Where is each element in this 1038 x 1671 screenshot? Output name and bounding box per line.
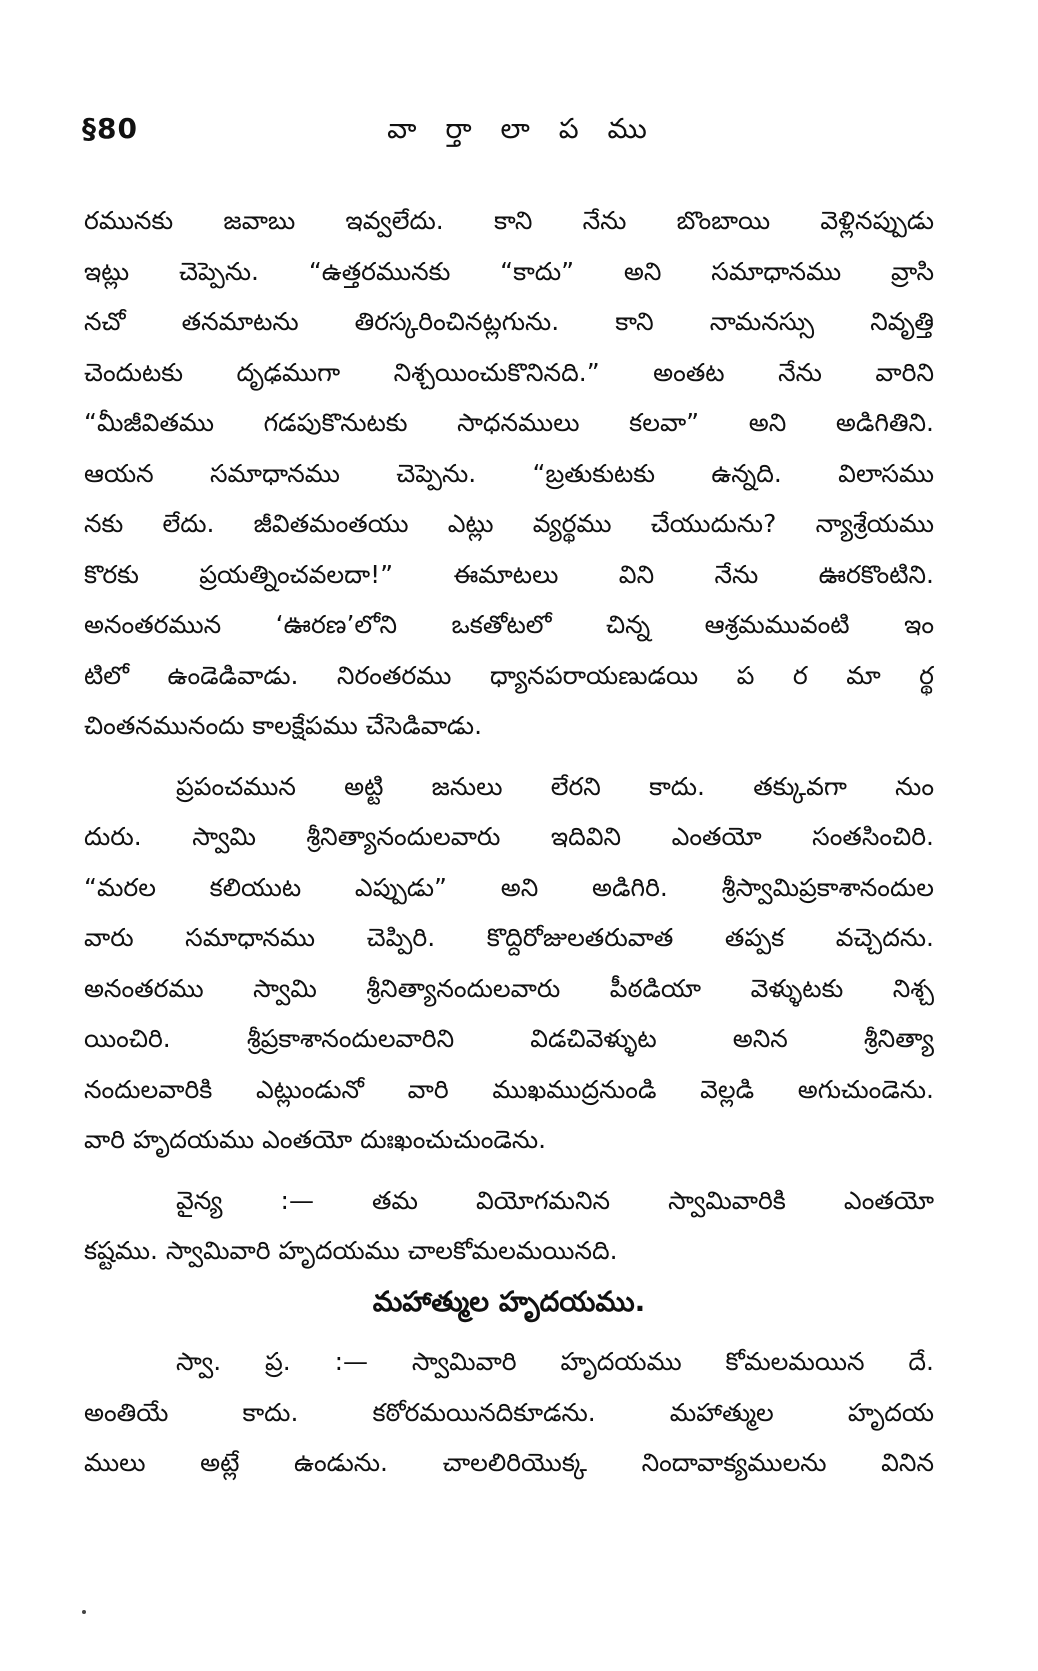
text-line: వారు సమాధానము చెప్పిరి. కొద్దిరోజులతరువాత తప్పక వచ్చెదను. [84, 923, 934, 952]
text-line: స్వా. ప్ర. :— స్వామివారి హృదయము కోమలమయిన దే. [176, 1347, 934, 1376]
text-line: యించిరి. శ్రీప్రకాశానందులవారిని విడచివెళ్ళుట అనిన శ్రీనిత్యా [84, 1024, 934, 1053]
paragraph-gap [84, 752, 934, 762]
text-line: అనంతరము స్వామి శ్రీనిత్యానందులవారు పీఠడియా వెళ్ళుటకు నిశ్చ [84, 973, 934, 1003]
section-heading-block [84, 1277, 934, 1328]
text-line: కొరకు ప్రయత్నించవలదా!” ఈమాటలు విని నేను ఊరకొంటిని. [84, 559, 934, 589]
text-line: “మీజీవితము గడపుకొనుటకు సాధనములు కలవా” అని అడిగితిని. [84, 408, 934, 437]
page-header [82, 112, 962, 162]
text-line: దురు. స్వామి శ్రీనిత్యానందులవారు ఇదివిని ఎంతయో సంతసించిరి. [84, 822, 934, 851]
text-line: వైన్య :— తమ వియోగమనిన స్వామివారికి ఎంతయో [176, 1185, 934, 1215]
text-line: కష్టము. స్వామివారి హృదయము చాలకోమలమయినది. [84, 1236, 618, 1265]
text-line: ఆయన సమాధానము చెప్పెను. “బ్రతుకుటకు ఉన్నది. విలాసము [84, 458, 934, 488]
paragraph-4 [84, 1337, 934, 1489]
page-number: §80 [82, 112, 138, 145]
text-line: నకు లేదు. జీవితమంతయు ఎట్లు వ్యర్థము చేయుదును? న్యాశ్రేయము [84, 509, 934, 538]
text-line: వారి హృదయము ఎంతయో దుఃఖంచుచుండెను. [84, 1125, 547, 1154]
text-line: ప్రపంచమున అట్టి జనులు లేరని కాదు. తక్కువగా నుం [176, 771, 934, 801]
paragraph-2 [84, 762, 934, 1166]
text-line: నందులవారికి ఎట్లుండునో వారి ముఖముద్రనుండి వెల్లడి అగుచుండెను. [84, 1074, 934, 1104]
running-title: వా ర్తా లా ప ము [387, 112, 657, 145]
text-line: రమునకు జవాబు ఇవ్వలేదు. కాని నేను బొంబాయి వెళ్లినప్పుడు [84, 206, 934, 235]
text-line: అనంతరమున ‘ఊరణ’లోని ఒకతోటలో చిన్న ఆశ్రమమువంటి ఇం [84, 610, 934, 639]
print-speck [82, 1610, 86, 1614]
text-line: చెందుటకు దృఢముగా నిశ్చయించుకొనినది.” అంతట నేను వారిని [84, 357, 934, 387]
paragraph-gap [84, 1327, 934, 1337]
text-line: ములు అట్లే ఉండును. చాలలిరియొక్క నిందావాక్యములను వినిన [84, 1448, 934, 1477]
paragraph-3 [84, 1176, 934, 1277]
paragraph-1 [84, 196, 934, 752]
text-line: అంతియే కాదు. కఠోరమయినదికూడను. మహాత్ముల హృదయ [84, 1397, 934, 1427]
text-line: ఇట్లు చెప్పెను. “ఉత్తరమునకు “కాదు” అని సమాధానము వ్రాసి [84, 256, 934, 286]
text-line: “మరల కలియుట ఎప్పుడు” అని అడిగిరి. శ్రీస్వామిప్రకాశానందుల [84, 872, 934, 902]
paragraph-gap [84, 1166, 934, 1176]
text-line: టిలో ఉండెడివాడు. నిరంతరము ధ్యానపరాయణుడయి ప ర మా ర్థ [84, 660, 934, 690]
text-line: నచో తనమాటను తిరస్కరించినట్లగును. కాని నామనస్సు నివృత్తి [84, 307, 934, 336]
text-line: చింతనమునందు కాలక్షేపము చేసెడివాడు. [84, 711, 483, 740]
body-text [84, 196, 934, 1489]
section-heading: మహాత్ముల హృదయము. [372, 1284, 646, 1318]
